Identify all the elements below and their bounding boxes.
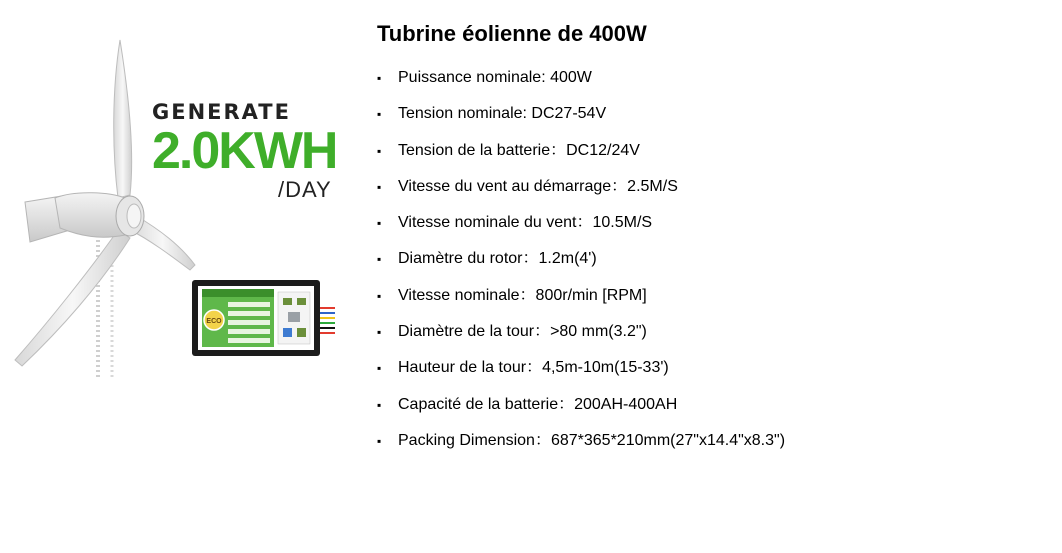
bullet-icon: ▪ <box>377 397 382 412</box>
bullet-icon: ▪ <box>377 107 382 122</box>
spec-list <box>377 68 1057 467</box>
spec-item <box>377 322 1057 358</box>
spec-text: Puissance nominale: 400W <box>398 69 592 86</box>
controller-badge: ECO <box>206 318 222 325</box>
controller-wires <box>318 308 335 333</box>
bullet-icon: ▪ <box>377 179 382 194</box>
spec-item <box>377 68 1057 104</box>
product-image <box>0 0 360 400</box>
spec-item <box>377 104 1057 140</box>
spec-item <box>377 358 1057 394</box>
spec-text: Tension de la batterie：DC12/24V <box>398 141 640 159</box>
spec-text: Capacité de la batterie：200AH-400AH <box>398 395 678 413</box>
bullet-icon: ▪ <box>377 71 382 85</box>
generate-label: GENERATE <box>152 100 291 124</box>
spec-text: Diamètre de la tour：>80 mm(3.2") <box>398 323 647 341</box>
spec-item <box>377 395 1057 431</box>
generate-unit: /DAY <box>278 177 332 202</box>
spec-item <box>377 141 1057 177</box>
spec-text: Vitesse nominale du vent：10.5M/S <box>398 214 653 232</box>
bullet-icon: ▪ <box>377 288 382 303</box>
bullet-icon: ▪ <box>377 361 382 376</box>
bullet-icon: ▪ <box>377 216 382 231</box>
spec-item <box>377 249 1057 285</box>
wind-turbine-illustration <box>0 30 200 390</box>
spec-text: Vitesse du vent au démarrage：2.5M/S <box>398 177 678 195</box>
spec-panel <box>377 20 1057 467</box>
spec-title: Tubrine éolienne de 400W <box>377 21 647 46</box>
spec-item <box>377 213 1057 249</box>
bullet-icon: ▪ <box>377 143 382 158</box>
spec-text: Tension nominale: DC27-54V <box>398 105 607 123</box>
spec-item <box>377 431 1057 467</box>
spec-text: Packing Dimension：687*365*210mm(27"x14.4"x8.3") <box>398 431 786 449</box>
spec-item <box>377 177 1057 213</box>
spec-text: Diamètre du rotor：1.2m(4') <box>398 250 597 268</box>
bullet-icon: ▪ <box>377 252 382 267</box>
generate-value: 2.0KWH <box>152 122 337 180</box>
charge-controller-illustration <box>190 278 340 360</box>
generate-graphic <box>152 100 342 202</box>
bullet-icon: ▪ <box>377 325 382 340</box>
spec-text: Hauteur de la tour：4,5m-10m(15-33') <box>398 359 669 377</box>
bullet-icon: ▪ <box>377 433 382 448</box>
spec-item <box>377 286 1057 322</box>
spec-text: Vitesse nominale：800r/min [RPM] <box>398 286 647 304</box>
